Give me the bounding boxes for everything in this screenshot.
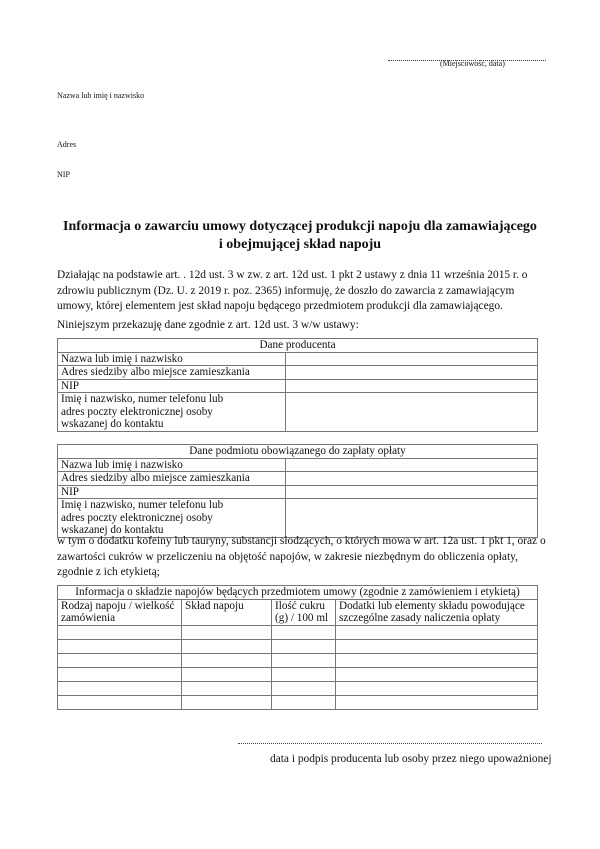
row-label: NIP bbox=[58, 485, 286, 499]
composition-cell[interactable] bbox=[182, 653, 272, 667]
payer-contact-field[interactable] bbox=[286, 499, 538, 538]
row-label: Nazwa lub imię i nazwisko bbox=[58, 352, 286, 366]
composition-cell[interactable] bbox=[272, 695, 336, 709]
title-line-2: i obejmującej skład napoju bbox=[218, 237, 382, 252]
composition-cell[interactable] bbox=[272, 639, 336, 653]
column-header: Dodatki lub elementy składu powodujące szczególne zasady naliczenia opłaty bbox=[336, 599, 538, 625]
composition-cell[interactable] bbox=[336, 639, 538, 653]
additives-paragraph: w tym o dodatku kofeiny lub tauryny, substancji słodzących, o których mowa w art. 12a ust. 1 pkt 1, oraz o zawartości cukrów w przeliczeniu na objętość napojów, w zakresie niezbędnym do obliczenia opłaty, zgodnie z ich etykietą; bbox=[57, 535, 546, 578]
sender-address-label: Adres bbox=[57, 140, 77, 149]
producer-table-header: Dane producenta bbox=[58, 339, 538, 353]
payer-table-header: Dane podmiotu obowiązanego do zapłaty opłaty bbox=[58, 445, 538, 459]
producer-table bbox=[57, 338, 538, 432]
composition-cell[interactable] bbox=[272, 625, 336, 639]
sender-name-label: Nazwa lub imię i nazwisko bbox=[57, 91, 145, 100]
composition-table-header: Informacja o składzie napojów będących przedmiotem umowy (zgodnie z zamówieniem i etykietą) bbox=[58, 586, 538, 600]
table-row bbox=[58, 667, 538, 681]
place-date-label: (Miejscowość, data) bbox=[440, 59, 505, 68]
document-title bbox=[40, 218, 560, 254]
table-row bbox=[58, 653, 538, 667]
table-row bbox=[58, 681, 538, 695]
composition-table bbox=[57, 585, 538, 710]
producer-contact-field[interactable] bbox=[286, 393, 538, 432]
composition-cell[interactable] bbox=[272, 653, 336, 667]
composition-cell[interactable] bbox=[336, 695, 538, 709]
title-line-1: Informacja o zawarciu umowy dotyczącej produkcji napoju dla zamawiającego bbox=[63, 219, 537, 234]
table-row bbox=[58, 639, 538, 653]
table-row bbox=[58, 393, 538, 432]
column-header: Skład napoju bbox=[182, 599, 272, 625]
composition-cell[interactable] bbox=[58, 653, 182, 667]
composition-cell[interactable] bbox=[182, 681, 272, 695]
signature-label: data i podpis producenta lub osoby przez niego upoważnionej bbox=[270, 753, 552, 765]
composition-cell[interactable] bbox=[272, 667, 336, 681]
producer-nip-field[interactable] bbox=[286, 379, 538, 393]
row-label: Imię i nazwisko, numer telefonu lub adres poczty elektronicznej osoby wskazanej do kontaktu bbox=[58, 393, 286, 432]
payer-address-field[interactable] bbox=[286, 472, 538, 486]
composition-cell[interactable] bbox=[336, 667, 538, 681]
row-label: NIP bbox=[58, 379, 286, 393]
intro-paragraph: Działając na podstawie art. . 12d ust. 3 w zw. z art. 12d ust. 1 pkt 2 ustawy z dnia 11 września 2015 r. o zdrowiu publicznym (Dz. U. z 2019 r. poz. 2365) informuję, że doszło do zawarcia z zamawiającym umowy, której elementem jest skład napoju będącego przedmiotem produkcji dla zamawiającego. bbox=[57, 269, 528, 312]
table-row bbox=[58, 472, 538, 486]
composition-cell[interactable] bbox=[58, 695, 182, 709]
composition-cell[interactable] bbox=[58, 639, 182, 653]
composition-cell[interactable] bbox=[336, 653, 538, 667]
table-row bbox=[58, 352, 538, 366]
table-row bbox=[58, 625, 538, 639]
table-row bbox=[58, 499, 538, 538]
sender-nip-label: NIP bbox=[57, 170, 70, 179]
producer-address-field[interactable] bbox=[286, 366, 538, 380]
payer-table bbox=[57, 444, 538, 538]
row-label: Nazwa lub imię i nazwisko bbox=[58, 458, 286, 472]
composition-cell[interactable] bbox=[58, 625, 182, 639]
composition-table-body bbox=[58, 625, 538, 709]
signature-line[interactable] bbox=[238, 737, 542, 744]
row-label: Adres siedziby albo miejsce zamieszkania bbox=[58, 472, 286, 486]
column-header: Rodzaj napoju / wielkość zamówienia bbox=[58, 599, 182, 625]
composition-cell[interactable] bbox=[58, 681, 182, 695]
table-row bbox=[58, 695, 538, 709]
composition-cell[interactable] bbox=[182, 695, 272, 709]
composition-cell[interactable] bbox=[182, 667, 272, 681]
composition-cell[interactable] bbox=[272, 681, 336, 695]
producer-name-field[interactable] bbox=[286, 352, 538, 366]
composition-cell[interactable] bbox=[58, 667, 182, 681]
table-row bbox=[58, 366, 538, 380]
row-label: Adres siedziby albo miejsce zamieszkania bbox=[58, 366, 286, 380]
composition-cell[interactable] bbox=[182, 639, 272, 653]
composition-cell[interactable] bbox=[336, 625, 538, 639]
transfer-statement: Niniejszym przekazuję dane zgodnie z art. 12d ust. 3 w/w ustawy: bbox=[57, 319, 359, 331]
table-row bbox=[58, 458, 538, 472]
column-header: Ilość cukru (g) / 100 ml bbox=[272, 599, 336, 625]
composition-cell[interactable] bbox=[336, 681, 538, 695]
composition-cell[interactable] bbox=[182, 625, 272, 639]
table-row bbox=[58, 485, 538, 499]
table-row bbox=[58, 379, 538, 393]
payer-nip-field[interactable] bbox=[286, 485, 538, 499]
row-label: Imię i nazwisko, numer telefonu lub adres poczty elektronicznej osoby wskazanej do kontaktu bbox=[58, 499, 286, 538]
payer-name-field[interactable] bbox=[286, 458, 538, 472]
